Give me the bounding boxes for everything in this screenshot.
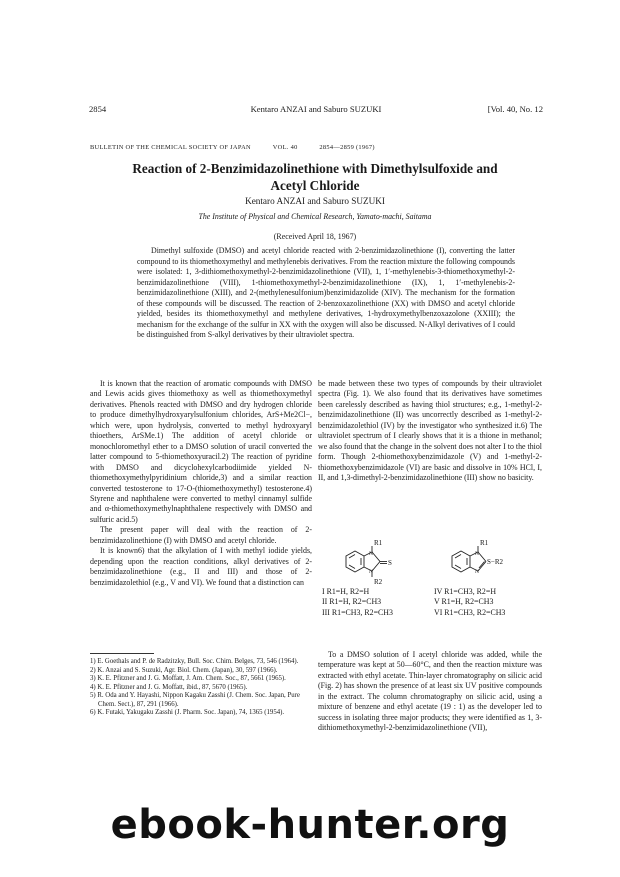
structure-atom-s: S bbox=[388, 559, 392, 567]
footnote: 3) K. E. Pfitzner and J. G. Moffatt, J. Am. Chem. Soc., 87, 5661 (1965). bbox=[90, 675, 286, 682]
footnotes bbox=[90, 653, 312, 718]
structure-label-r2: R2 bbox=[374, 578, 383, 586]
benzimidazolinethione-structure bbox=[346, 546, 387, 577]
footnote: 5) R. Oda and Y. Hayashi, Nippon Kagaku Zasshi (J. Chem. Soc. Japan, Pure Chem. Sect.), 87, 291 (1966). bbox=[90, 692, 300, 708]
structure-atom-n: N bbox=[369, 551, 373, 557]
structure-atom-n: N bbox=[475, 569, 479, 575]
right-column-lower bbox=[318, 650, 542, 734]
compound-captions bbox=[318, 587, 542, 618]
article-title bbox=[80, 160, 550, 194]
caption-right: VI R1=CH3, R2=CH3 bbox=[434, 607, 506, 617]
structure-atom-n: N bbox=[369, 569, 373, 575]
structure-atom-n: N bbox=[475, 551, 479, 557]
structure-label-r1: R1 bbox=[480, 540, 489, 547]
title-line-2: Acetyl Chloride bbox=[270, 178, 360, 193]
author-byline: Kentaro ANZAI and Saburo SUZUKI bbox=[245, 196, 385, 206]
received-date: (Received April 18, 1967) bbox=[273, 232, 357, 241]
paragraph: It is known that the reaction of aromatic compounds with DMSO and Lewis acids gives thiomethoxy as well as thiomethoxymethyl derivatives. Phenols reacted with DMSO and dry hydrogen chloride to produce dimethylhydroxyarylsulfonium chlorides, ArS+Me2Cl−, which were, upon hydrolysis, converted to methyl hydroxyaryl thioethers, ArSMe.1) The addition of acetyl chloride or monochloromethyl ether to a DMSO solution of uracil converted the latter compound to 5-thiomethoxyuracil.2) The reaction of pyridine with DMSO and dicyclohexylcarbodiimide yielded N-thiomethoxymethylpyridinium chloride,3) and a similar reaction converted testosterone to 17-O-(thiomethoxymethyl) testosterone.4) Styrene and naphthalene were converted to methyl cinnamyl sulfide and α-thiomethoxymethylnaphthalene respectively with DMSO and sulfuric acid.5) bbox=[90, 379, 312, 524]
paragraph: It is known6) that the alkylation of I with methyl iodide yields, depending upon the reaction conditions, alkyl derivatives of 2-benzimidazolinethione (e.g., II and III) and those of 2-benzimidazolethiol (e.g., V and VI). We found that a distinction can bbox=[90, 546, 312, 587]
caption-right: V R1=H, R2=CH3 bbox=[434, 597, 494, 607]
title-line-1: Reaction of 2-Benzimidazolinethione with Dimethylsulfoxide and bbox=[132, 161, 498, 176]
caption-left: I R1=H, R2=H bbox=[322, 587, 370, 596]
caption-left: III R1=CH3, R2=CH3 bbox=[322, 607, 393, 617]
watermark: ebook-hunter.org bbox=[110, 802, 510, 848]
abstract bbox=[137, 246, 515, 341]
journal-volume: VOL. 40 bbox=[272, 144, 298, 151]
footnote-rule bbox=[90, 653, 154, 654]
institution: The Institute of Physical and Chemical Research, Yamato-machi, Saitama bbox=[198, 212, 432, 221]
paragraph: The present paper will deal with the reaction of 2-benzimidazolinethione (I) with DMSO and acetyl chloride. bbox=[90, 525, 312, 545]
structure-label-s-r2: S−R2 bbox=[487, 558, 504, 566]
caption-row bbox=[318, 587, 542, 597]
journal-name: BULLETIN OF THE CHEMICAL SOCIETY OF JAPAN bbox=[90, 144, 251, 151]
paragraph: be made between these two types of compounds by their ultraviolet spectra (Fig. 1). We also found that its derivatives have sometimes been carelessly described as having thiol structures; e.g., 1-methyl-2-benzimidazolinethione (II) was uncorrectly described as 1-methyl-2-benzimidazolethiol (IV) by the investigator who synthesized it.6) The ultraviolet spectrum of I clearly shows that it is a thione in methanol; we also found that the change in the solvent does not alter I to the thiol form. Though 2-thiomethoxybenzimidazole (V) and 1-methyl-2-thiomethoxybenzimidazole (VI) are basic and dissolve in 10% HCl, I, II, and 1,3-dimethyl-2-benzimidazolinethione (III) show no basicity. bbox=[318, 379, 542, 483]
paragraph: To a DMSO solution of I acetyl chloride was added, while the temperature was kept at 50—60°C, and then the reaction mixture was extracted with ethyl acetate. Thin-layer chromatography on silicic acid (Fig. 2) has shown the presence of at least six UV positive compounds in the extract. The column chromatography on silicic acid, using a mixture of benzene and ethyl acetate (19 : 1) as the developer led to success in isolating three major products; they were identified as 1, 3-dithiomethoxymethyl-2-benzimidazolinethione (VII), bbox=[318, 650, 542, 733]
running-header-authors: Kentaro ANZAI and Saburo SUZUKI bbox=[250, 104, 382, 114]
chemical-structures bbox=[340, 540, 540, 586]
running-header-volume: [Vol. 40, No. 12 bbox=[487, 104, 543, 114]
caption-left: II R1=H, R2=CH3 bbox=[322, 597, 382, 607]
abstract-text: Dimethyl sulfoxide (DMSO) and acetyl chloride reacted with 2-benzimidazolinethione (I), converting the latter compound to its thiomethoxymethyl and methylenebis derivatives. From the reaction mixture the following compounds were isolated: 1, 3-dithiomethoxymethyl-2-benzimidazolinethione (VII), 1, 1′-methylenebis-3-thiomethoxymethyl-2-benzimidazolinethione (VIII), 1-thiomethoxymethyl-2-benzimidazolinethione (IX), 1, 1′-methylenebis-2-benzimidazolinethione (XIII), and 2-(methylenesulfonium)benzimidazolide (XIV). The mechanism for the formation of these compounds will be discussed. The reaction of 2-benzoxazolinethione (XX) with DMSO and acetyl chloride yielded, besides its thiomethoxymethyl and methylene derivatives, 1-hydroxymethylbenzoxazolone (XXIII); the mechanism for the exchange of the sulfur in XX with the oxygen will also be discussed. N-Alkyl derivatives of I could be distinguished from S-alkyl derivatives by their ultraviolet spectra. bbox=[137, 246, 515, 339]
page-number: 2854 bbox=[89, 104, 107, 114]
footnote: 6) K. Futaki, Yakugaku Zasshi (J. Pharm. Soc. Japan), 74, 1365 (1954). bbox=[90, 709, 285, 716]
footnote: 4) K. E. Pfitzner and J. G. Moffatt, ibid., 87, 5670 (1965). bbox=[90, 683, 248, 691]
caption-row bbox=[318, 608, 542, 618]
journal-citation-line bbox=[90, 144, 542, 151]
journal-pages: 2854—2859 (1967) bbox=[319, 144, 375, 151]
benzimidazole-thioether-structure bbox=[452, 546, 486, 572]
footnote: 1) E. Goethals and P. de Radzitzky, Bull. Soc. Chim. Belges, 73, 546 (1964). bbox=[90, 658, 299, 665]
caption-right: IV R1=CH3, R2=H bbox=[434, 587, 497, 596]
left-column bbox=[90, 379, 312, 588]
footnote: 2) K. Anzai and S. Suzuki, Agr. Biol. Chem. (Japan), 30, 597 (1966). bbox=[90, 666, 278, 674]
structure-label-r1: R1 bbox=[374, 540, 383, 547]
right-column bbox=[318, 379, 542, 484]
caption-row bbox=[318, 597, 542, 607]
